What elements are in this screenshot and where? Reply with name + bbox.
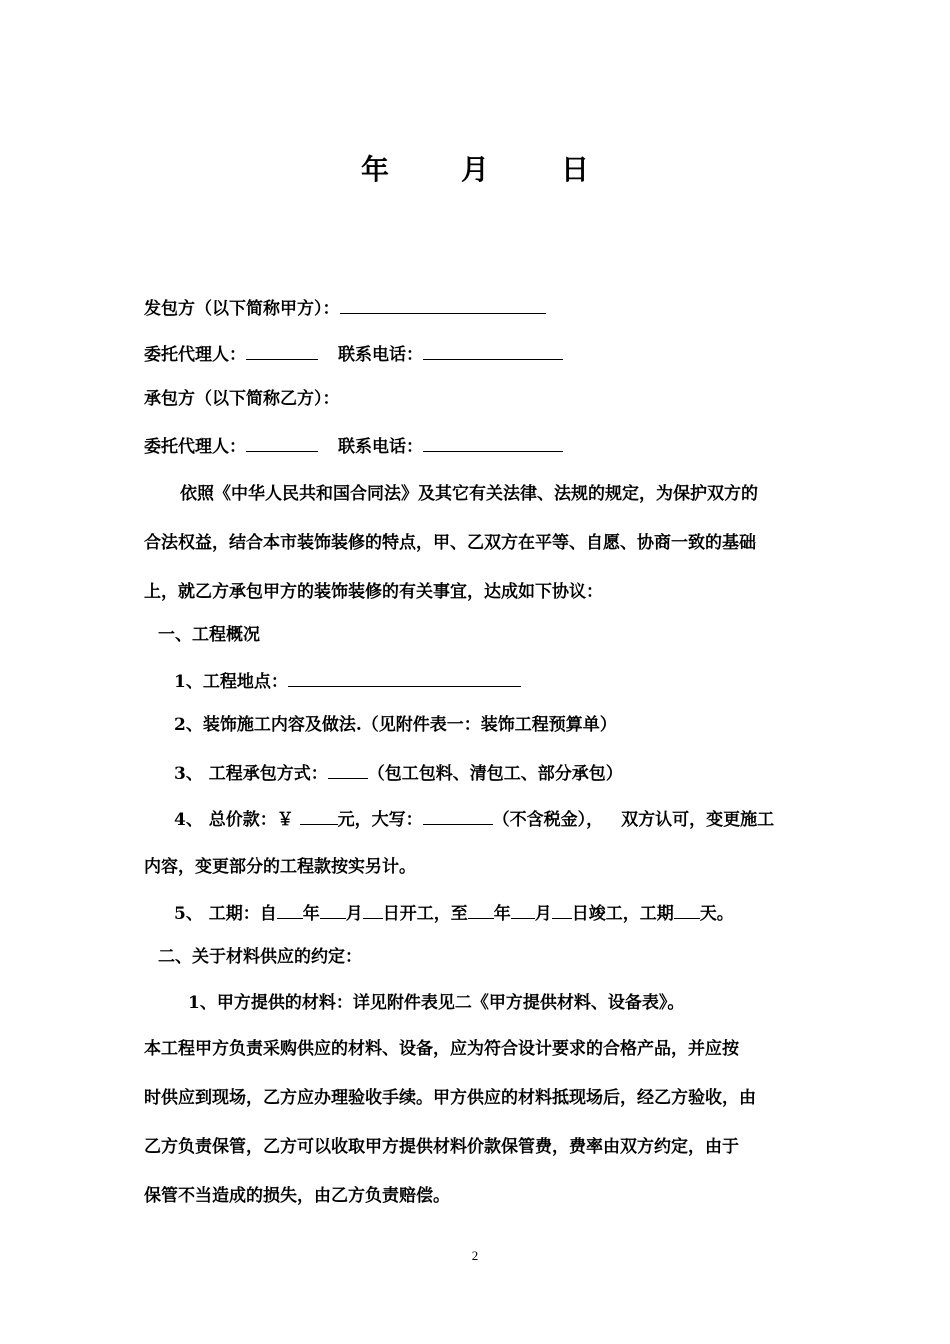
days-blank[interactable] (674, 901, 700, 919)
price-unit-label: 元，大写： (337, 810, 423, 830)
start-month-blank[interactable] (320, 901, 346, 919)
contract-mode-label: 3、 工程承包方式： (174, 764, 328, 784)
end-year-blank[interactable] (468, 901, 494, 919)
agent2-line (144, 434, 563, 458)
location-item (174, 669, 521, 693)
employer-label: 发包方（以下简称甲方）： (144, 299, 340, 319)
materials-item: 1、甲方提供的材料：详见附件表见二《甲方提供材料、设备表》。 (188, 993, 685, 1013)
total-price-continuation: 内容，变更部分的工程款按实另计。 (144, 857, 416, 877)
section1-heading: 一、工程概况 (158, 625, 260, 645)
agent2-blank[interactable] (246, 434, 318, 452)
start-year-label: 年 (302, 904, 320, 924)
employer-blank[interactable] (340, 296, 546, 314)
page-number: 2 (471, 1248, 479, 1263)
location-blank[interactable] (288, 669, 521, 687)
phone2-label: 联系电话： (338, 437, 423, 457)
date-header (0, 152, 950, 188)
phone2-blank[interactable] (423, 434, 563, 452)
contract-mode-blank[interactable] (328, 761, 368, 779)
change-note: 双方认可，变更施工 (621, 810, 775, 830)
agent2-label: 委托代理人： (144, 437, 246, 457)
construction-content-item: 2、装饰施工内容及做法.（见附件表一：装饰工程预算单） (174, 715, 617, 735)
start-year-blank[interactable] (277, 901, 303, 919)
phone-blank[interactable] (423, 342, 563, 360)
employer-line (144, 296, 546, 320)
day-char: 日 (561, 153, 590, 186)
materials-para-line-3: 乙方负责保管，乙方可以收取甲方提供材料价款保管费，费率由双方约定，由于 (144, 1137, 739, 1157)
total-price-item (174, 807, 774, 831)
duration-from-label: 5、 工期：自 (174, 904, 277, 924)
preamble-line-2: 合法权益，结合本市装饰装修的特点，甲、乙双方在平等、自愿、协商一致的基础 (144, 533, 756, 553)
duration-item (174, 901, 734, 925)
preamble-line-3: 上，就乙方承包甲方的装饰装修的有关事宜，达成如下协议： (144, 582, 603, 602)
end-month-label: 月 (534, 904, 552, 924)
tax-note: （不含税金）， (492, 810, 604, 830)
end-day-label: 日竣工，工期 (571, 904, 674, 924)
section2-heading: 二、关于材料供应的约定： (158, 947, 362, 967)
preamble-line-1: 依照《中华人民共和国合同法》及其它有关法律、法规的规定，为保护双方的 (180, 484, 758, 504)
price-words-blank[interactable] (423, 807, 493, 825)
days-label: 天。 (699, 904, 734, 924)
start-day-label: 日开工，至 (382, 904, 468, 924)
contractor-line (144, 388, 340, 410)
end-month-blank[interactable] (511, 901, 535, 919)
location-label: 1、工程地点： (174, 672, 288, 692)
end-day-blank[interactable] (552, 901, 572, 919)
price-label: 4、 总价款：￥ (174, 810, 300, 830)
end-year-label: 年 (493, 904, 511, 924)
month-char: 月 (460, 153, 489, 186)
phone-label: 联系电话： (338, 345, 423, 365)
materials-para-line-1: 本工程甲方负责采购供应的材料、设备，应为符合设计要求的合格产品，并应按 (144, 1039, 739, 1059)
agent-label: 委托代理人： (144, 345, 246, 365)
contract-mode-item (174, 761, 623, 785)
agent-blank[interactable] (246, 342, 318, 360)
start-day-blank[interactable] (363, 901, 383, 919)
year-char: 年 (360, 153, 389, 186)
price-blank[interactable] (300, 807, 338, 825)
materials-para-line-2: 时供应到现场，乙方应办理验收手续。甲方供应的材料抵现场后，经乙方验收，由 (144, 1088, 756, 1108)
contractor-label: 承包方（以下简称乙方）： (144, 389, 340, 409)
materials-para-line-4: 保管不当造成的损失，由乙方负责赔偿。 (144, 1186, 450, 1206)
agent-line (144, 342, 563, 366)
start-month-label: 月 (345, 904, 363, 924)
contract-mode-options: （包工包料、清包工、部分承包） (367, 764, 623, 784)
